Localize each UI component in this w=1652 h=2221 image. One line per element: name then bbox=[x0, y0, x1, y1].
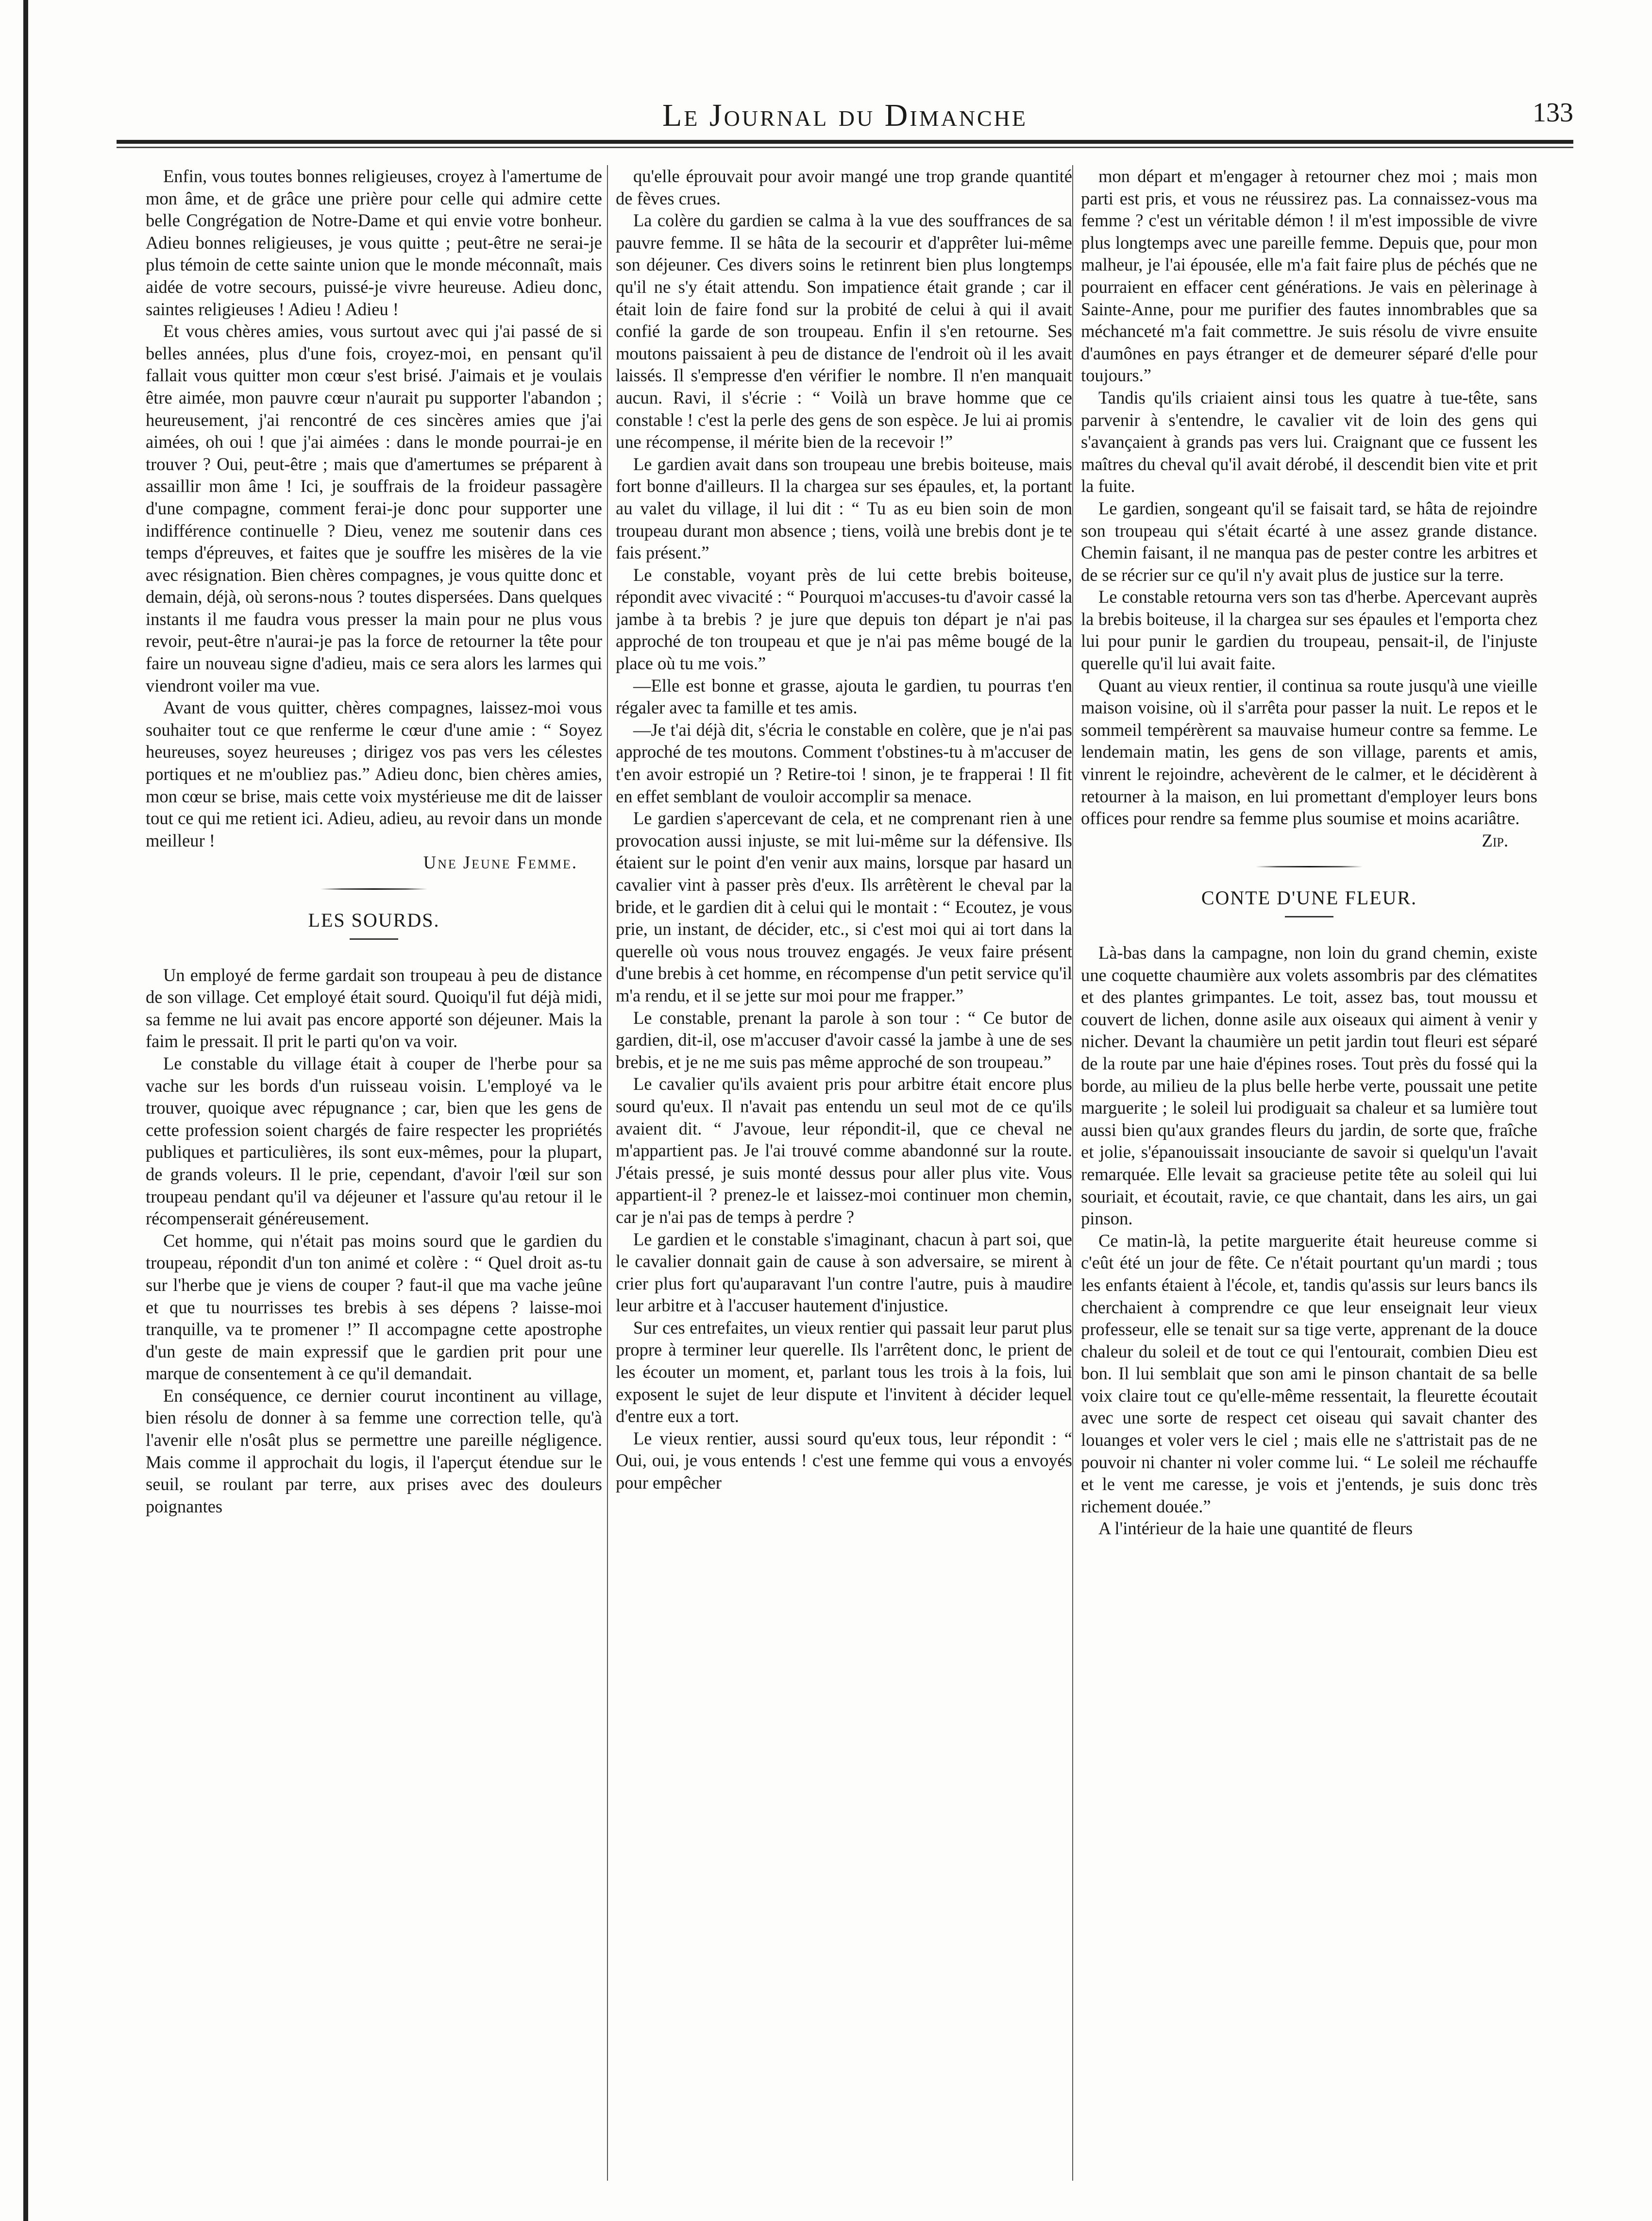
paragraph: Un employé de ferme gardait son troupeau à peu de distance de son village. Cet employé était sourd. Quoiqu'il fut déjà midi, sa femme ne lui avait pas encore apporté son déjeuner. Mais la faim le pressait. Il prit le parti qu'on va voir. bbox=[146, 965, 602, 1051]
paragraph: La colère du gardien se calma à la vue des souffrances de sa pauvre femme. Il se hâta de la secourir et d'apprêter lui-même son déjeuner. Ces divers soins le retinrent bien plus longtemps qu'il ne s'y était attendu. Son impatience était grande ; car il était loin de faire fond sur la probité de celui à qui il avait confié la garde de son troupeau. Enfin il s'en retourne. Ses moutons paissaient à peu de distance de l'endroit où il les avait laissés. Il s'empresse d'en vérifier le nombre. Il n'en manquait aucun. Ravi, il s'écrie : “ Voilà un brave homme que ce constable ! c'est la perle des gens de son espèce. Je lui ai promis une récompense, il mérite bien de la recevoir !” bbox=[616, 210, 1072, 452]
paragraph: A l'intérieur de la haie une quantité de fleurs bbox=[1098, 1518, 1413, 1539]
title-rule bbox=[1285, 916, 1333, 917]
header-rule bbox=[117, 140, 1573, 144]
paragraph: —Elle est bonne et grasse, ajouta le gardien, tu pourras t'en régaler avec ta famille et tes amis. bbox=[616, 675, 1072, 718]
paragraph: Le gardien, songeant qu'il se faisait tard, se hâta de rejoindre son troupeau qui s'était écarté à une assez grande distance. Chemin faisant, il ne manqua pas de pester contre les arbitres et de se récrier sur ce qu'il n'y avait plus de justice sur la terre. bbox=[1081, 498, 1537, 585]
paragraph: Le cavalier qu'ils avaient pris pour arbitre était encore plus sourd qu'eux. Il n'avait pas entendu un seul mot de ce qu'ils avaient dit. “ J'avoue, leur répondit-il, que ce cheval ne m'appartient pas. Je l'ai trouvé comme abandonné sur la route. J'étais pressé, je suis monté dessus pour aller plus vite. Vous appartient-il ? prenez-le et laissez-moi continuer mon chemin, car je n'ai pas de temps à perdre ? bbox=[616, 1074, 1072, 1227]
paragraph: Ce matin-là, la petite marguerite était heureuse comme si c'eût été un jour de fête. Ce n'était pourtant qu'un mardi ; tous les enfants étaient à l'école, et, tandis qu'assis sur leurs bancs ils cherchaient à comprendre ce que leur enseignait leur vieux professeur, elle se tenait sur sa tige verte, apprenant de la douce chaleur du soleil et de tout ce qui l'entourait, combien Dieu est bon. Il lui semblait que son ami le pinson chantait de sa belle voix claire tout ce qu'elle-même ressentait, la fleurette écoutait avec une sorte de respect cet oiseau qui savait chanter des louanges et voler vers le ciel ; mais elle ne s'attristait pas de ne pouvoir ni chanter ni voler comme lui. “ Le soleil me réchauffe et le vent me caresse, je vois et j'entends, je suis donc très richement douée.” bbox=[1081, 1230, 1537, 1516]
paragraph: Le constable, voyant près de lui cette brebis boiteuse, répondit avec vivacité : “ Pourquoi m'accuses-tu d'avoir cassé la jambe à ta brebis ? je jure que depuis ton départ je n'ai pas approché de ton troupeau et que je n'ai pas même bougé de la place où tu me vois.” bbox=[616, 564, 1072, 674]
header-rule-thin bbox=[117, 147, 1573, 148]
section-title: LES SOURDS. bbox=[308, 909, 440, 931]
paragraph: Le constable retourna vers son tas d'herbe. Apercevant auprès la brebis boiteuse, il la chargea sur ses épaules et l'emporta chez lui pour punir le gardien du troupeau, pensait-il, de l'injuste querelle qu'il lui avait faite. bbox=[1081, 587, 1537, 674]
column-1 bbox=[146, 165, 602, 2176]
paragraph: Et vous chères amies, vous surtout avec qui j'ai passé de si belles années, plus d'une fois, croyez-moi, en pensant qu'il fallait vous quitter mon cœur s'est brisé. J'aimais et je voulais être aimée, mon pauvre cœur n'aurait pu supporter l'abandon ; heureusement, j'ai rencontré de ces sincères amies que j'ai aimées, oh oui ! que j'ai aimées : dans le monde pourrai-je en trouver ? Oui, peut-être ; mais que d'amertumes se préparent à assaillir mon âme ! Ici, je souffrais de la froideur passagère d'une compagne, comment ferai-je donc pour supporter une indifférence continuelle ? Dieu, venez me soutenir dans ces temps d'épreuves, et faites que je souffre les misères de la vie avec résignation. Bien chères compagnes, je vous quitte donc et demain, déjà, où serons-nous ? toutes dispersées. Dans quelques instants il me faudra vous presser la main pour ne plus vous revoir, peut-être n'aurai-je pas la force de retourner la tête pour faire un nouveau signe d'adieu, mais ce sera alors les larmes qui viendront voiler ma vue. bbox=[146, 321, 602, 695]
paragraph: Le gardien s'apercevant de cela, et ne comprenant rien à une provocation aussi injuste, se mit lui-même sur la défensive. Ils étaient sur le point d'en venir aux mains, lorsque par hasard un cavalier vint à passer près d'eux. Ils arrêtèrent le cheval par la bride, et le gardien dit à celui qui le montait : “ Ecoutez, je vous prie, un instant, de décider, etc., si c'est moi qui ai tort dans la querelle où vous nous trouvez engagés. Je veux faire présent d'une brebis à cet homme, en récompense d'un petit service qu'il m'a rendu, et il se jette sur moi pour me frapper.” bbox=[616, 808, 1072, 1005]
paragraph: Le constable du village était à couper de l'herbe pour sa vache sur les bords d'un ruisseau voisin. L'employé va le trouver, quoique avec répugnance ; car, bien que les gens de cette profession soient chargés de faire respecter les propriétés publiques et particulières, ils sont eux-mêmes, pour la plupart, de grands voleurs. Il le prie, cependant, d'avoir l'œil sur son troupeau pendant qu'il va déjeuner et l'assure qu'au retour il le récompenserait généreusement. bbox=[146, 1053, 602, 1229]
paragraph: Enfin, vous toutes bonnes religieuses, croyez à l'amertume de mon âme, et de grâce une prière pour celle qui admire cette belle Congrégation de Notre-Dame et qui envie votre bonheur. Adieu bonnes religieuses, je vous quitte ; peut-être ne serai-je plus témoin de cette sainte union que le monde méconnaît, mais aidée de votre secours, puissé-je vivre heureuse. Adieu donc, saintes religieuses ! Adieu ! Adieu ! bbox=[146, 166, 602, 319]
article-signature: Zip. bbox=[1482, 830, 1508, 850]
paragraph: Le constable, prenant la parole à son tour : “ Ce butor de gardien, dit-il, ose m'accuser d'avoir cassé la jambe à une de ses brebis, et je ne me suis pas même approché de son troupeau.” bbox=[616, 1007, 1072, 1072]
paragraph: En conséquence, ce dernier courut incontinent au village, bien résolu de donner à sa femme une correction telle, qu'à l'avenir elle n'osât plus se permettre une pareille négligence. Mais comme il approchait du logis, il l'aperçut étendue sur le seuil, se roulant par terre, aux prises avec des douleurs poignantes bbox=[146, 1385, 602, 1516]
paragraph: Le gardien et le constable s'imaginant, chacun à part soi, que le cavalier donnait gain de cause à son adversaire, se mirent à crier plus fort qu'auparavant l'un contre l'autre, puis à maudire leur arbitre et à l'accuser hautement d'injustice. bbox=[616, 1229, 1072, 1316]
title-rule bbox=[350, 938, 398, 940]
paragraph: Cet homme, qui n'était pas moins sourd que le gardien du troupeau, répondit d'un ton animé et colère : “ Quel droit as-tu sur l'herbe que je viens de couper ? faut-il que ma vache jeûne et que tu nourrisses tes brebis à ses dépens ? laisse-moi tranquille, va te promener !” Il accompagne cette apostrophe d'un geste de main expressif que le gardien prit pour une marque de consentement à ce qu'il demandait. bbox=[146, 1230, 602, 1384]
column-divider bbox=[1072, 165, 1073, 2181]
paragraph: mon départ et m'engager à retourner chez moi ; mais mon parti est pris, et vous ne réussirez pas. La connaissez-vous ma femme ? c'est un véritable démon ! il m'est impossible de vivre plus longtemps avec une pareille femme. Depuis que, pour mon malheur, je l'ai épousée, elle m'a fait faire plus de péchés que ne pourraient en effacer cent générations. Je vais en pèlerinage à Sainte-Anne, pour me purifier des fautes innombrables que sa méchanceté m'a fait commettre. Je suis résolu de vivre ensuite d'aumônes en pays étranger et de demeurer séparé d'elle pour toujours.” bbox=[1081, 166, 1537, 386]
paragraph: Sur ces entrefaites, un vieux rentier qui passait leur parut plus propre à terminer leur querelle. Ils l'arrêtent donc, le prient de les écouter un moment, et, parlant tous les trois à la fois, lui exposent le sujet de leur dispute et l'invitent à décider lequel d'entre eux a tort. bbox=[616, 1317, 1072, 1426]
paragraph: qu'elle éprouvait pour avoir mangé une trop grande quantité de fèves crues. bbox=[616, 166, 1072, 208]
paragraph: Là-bas dans la campagne, non loin du grand chemin, existe une coquette chaumière aux volets assombris par des clématites et des plantes grimpantes. Le toit, assez bas, tout moussu et couvert de lichen, donne asile aux oiseaux qui aiment à venir y nicher. Devant la chaumière un petit jardin tout fleuri est séparé de la route par une haie d'épines roses. Tout près du fossé qui la borde, au milieu de la plus belle herbe verte, poussait une petite marguerite ; le soleil lui prodiguait sa chaleur et sa lumière tout aussi bien qu'aux grandes fleurs du jardin, de sorte que, fraîche et jolie, s'épanouissait insouciante de savoir si quelqu'un l'avait remarquée. Elle levait sa gracieuse petite tête au soleil qui lui souriait, et écoutait, ravie, ce que chantait, dans les airs, un gai pinson. bbox=[1081, 943, 1537, 1229]
page-header bbox=[117, 97, 1573, 136]
paragraph: Avant de vous quitter, chères compagnes, laissez-moi vous souhaiter tout ce que renferme le cœur d'une amie : “ Soyez heureuses, soyez heureuses ; dirigez vos pas vers les célestes portiques et ne m'oubliez pas.” Adieu donc, bien chères amies, mon cœur se brise, mais cette voix mystérieuse me dit de laisser tout ce qui me retient ici. Adieu, adieu, au revoir dans un monde meilleur ! bbox=[146, 697, 602, 850]
paragraph: Tandis qu'ils criaient ainsi tous les quatre à tue-tête, sans parvenir à s'entendre, le cavalier vit de loin des gens qui s'avançaient à grands pas vers lui. Craignant que ce fussent les maîtres du cheval qu'il avait dérobé, il descendit bien vite et prit la fuite. bbox=[1081, 387, 1537, 496]
paragraph: —Je t'ai déjà dit, s'écria le constable en colère, que je n'ai pas approché de tes moutons. Comment t'obstines-tu à m'accuser de t'en avoir estropié un ? Retire-toi ! sinon, je te frapperai ! Il fit en effet semblant de vouloir accomplir sa menace. bbox=[616, 719, 1072, 806]
column-3 bbox=[1081, 165, 1537, 2176]
section-ornament bbox=[1256, 866, 1363, 867]
section-ornament bbox=[320, 888, 427, 890]
paragraph: Le gardien avait dans son troupeau une brebis boiteuse, mais fort bonne d'ailleurs. Il la chargea sur ses épaules, et, la portant au valet du village, il lui dit : “ Tu as eu bien soin de mon troupeau durant mon absence ; tiens, voilà une brebis dont je te fais présent.” bbox=[616, 454, 1072, 563]
column-divider bbox=[607, 165, 608, 2181]
paragraph: Le vieux rentier, aussi sourd qu'eux tous, leur répondit : “ Oui, oui, je vous entends ! c'est une femme qui vous a envoyés pour empêcher bbox=[616, 1428, 1072, 1493]
section-title: CONTE D'UNE FLEUR. bbox=[1201, 887, 1417, 909]
article-signature: Une Jeune Femme. bbox=[423, 852, 578, 873]
paragraph: Quant au vieux rentier, il continua sa route jusqu'à une vieille maison voisine, où il s'arrêta pour passer la nuit. Le repos et le sommeil tempérèrent sa mauvaise humeur contre sa femme. Le lendemain matin, les gens de son village, parents et amis, vinrent le rejoindre, achevèrent de le calmer, et le décidèrent à retourner à la maison, en lui promettant d'employer leurs bons offices pour rendre sa femme plus soumise et moins acariâtre. bbox=[1081, 675, 1537, 829]
journal-title: Le Journal du Dimanche bbox=[662, 98, 1028, 133]
page-number: 133 bbox=[1533, 98, 1573, 128]
binding-edge-rule bbox=[23, 0, 28, 2221]
column-2 bbox=[616, 165, 1072, 2176]
